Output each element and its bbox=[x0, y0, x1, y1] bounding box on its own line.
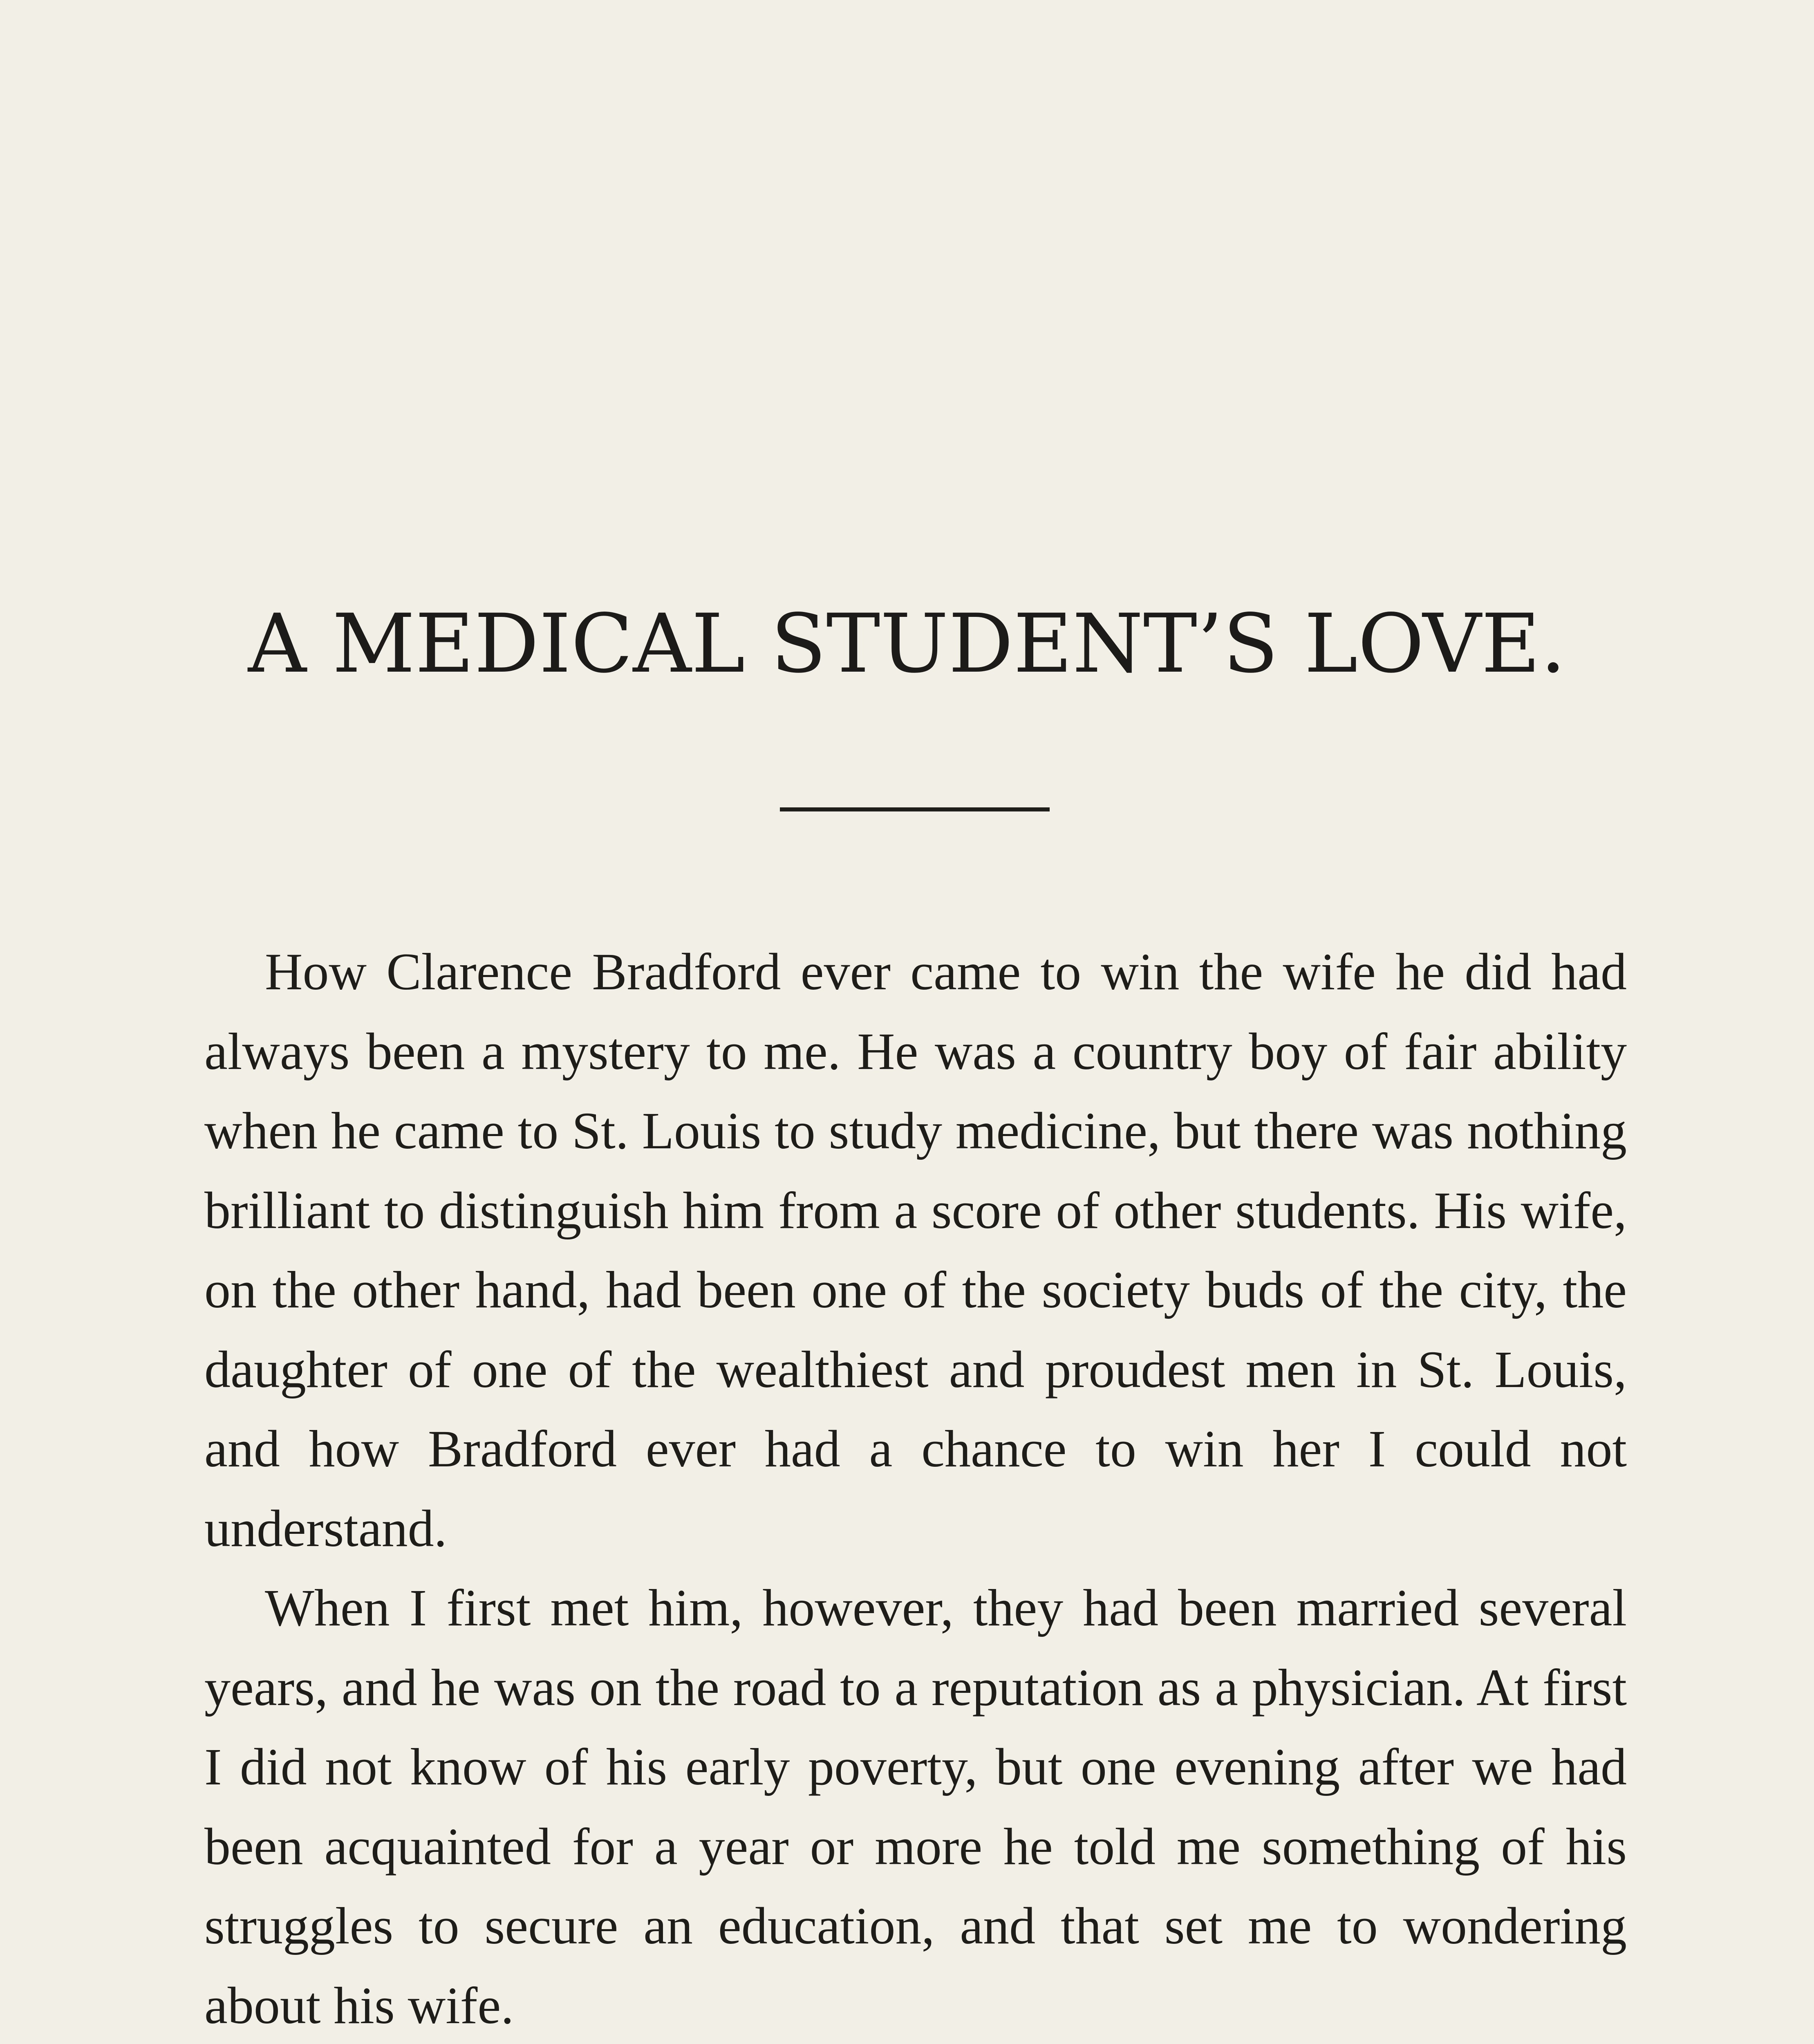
chapter-title: A MEDICAL STUDENT’S LOVE. bbox=[248, 596, 1566, 691]
paragraph-1: How Clarence Bradford ever came to win the wife he did had always been a mystery to me. He was a country boy of fair ability when he came to St. Louis to study medicine, but there was nothing brilliant to distinguish him from a score of other students. His wife, on the other hand, had been one of the society buds of the city, the daughter of one of the wealthiest and proudest men in St. Louis, and how Bradford ever had a chance to win her I could not understand. bbox=[204, 943, 1627, 1558]
body-text bbox=[204, 932, 1627, 2044]
title-rule bbox=[780, 807, 1050, 811]
paragraph-2: When I first met him, however, they had been married several years, and he was on the road to a reputation as a physician. At first I did not know of his early poverty, but one evening after we had been acquainted for a year or more he told me something of his struggles to secure an education, and that set me to wondering about his wife. bbox=[204, 1579, 1627, 2035]
